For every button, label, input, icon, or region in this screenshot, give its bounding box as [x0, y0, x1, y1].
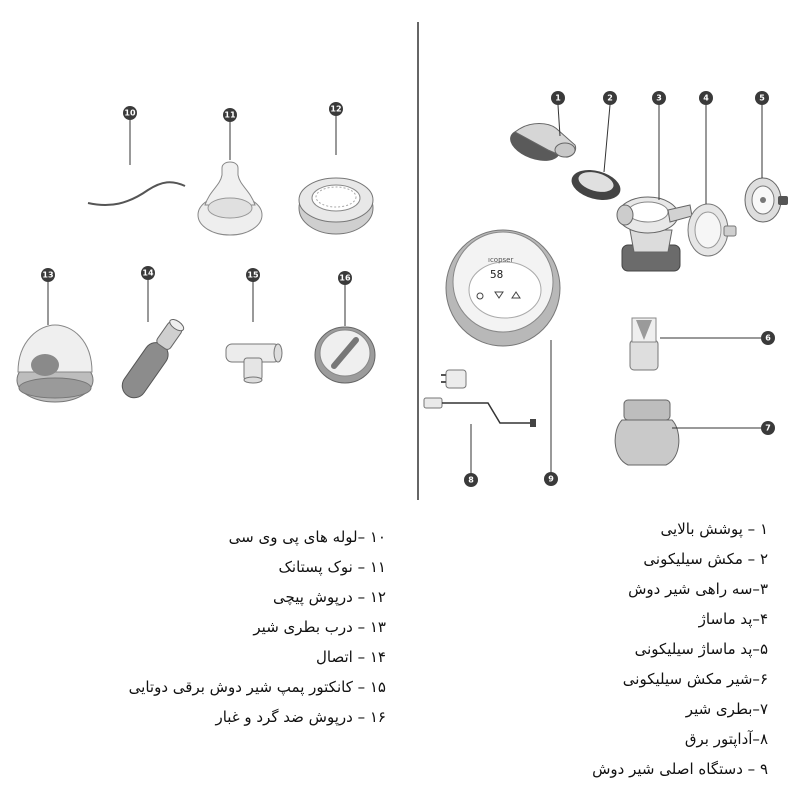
- svg-text:9: 9: [548, 474, 554, 484]
- callout-12: [329, 102, 343, 116]
- svg-text:2: 2: [607, 93, 613, 103]
- callout-3: [652, 91, 666, 105]
- svg-text:12: 12: [330, 104, 342, 114]
- part-pvc-tube: [88, 182, 185, 205]
- part-silicone-diaphragm: [568, 165, 624, 205]
- part-top-cover: [506, 123, 576, 167]
- svg-text:8: 8: [468, 475, 474, 485]
- part-main-unit: [446, 230, 560, 346]
- callout-15: [246, 268, 260, 282]
- svg-text:10: 10: [124, 108, 136, 118]
- svg-text:14: 14: [142, 268, 154, 278]
- callout-16: [338, 271, 352, 285]
- svg-text:7: 7: [765, 423, 771, 433]
- legend-item-16: ۱۶ – درپوش ضد گرد و غبار: [215, 708, 386, 726]
- legend-item-2: ۲ – مکش سیلیکونی: [643, 550, 768, 568]
- part-t-connector: [226, 344, 282, 383]
- legend-item-4: ۴–پد ماساژ: [698, 610, 768, 628]
- callout-7: [761, 421, 775, 435]
- part-dust-cap: [315, 327, 375, 383]
- part-bottle-lid: [17, 325, 93, 402]
- part-silicone-massage-pad: [745, 178, 788, 222]
- callout-6: [761, 331, 775, 345]
- legend-item-12: ۱۲ – درپوش پیچی: [273, 588, 386, 606]
- part-nipple: [198, 162, 262, 235]
- callout-2: [603, 91, 617, 105]
- legend-item-11: ۱۱ – نوک پستانک: [278, 558, 386, 576]
- legend-left: [129, 522, 386, 732]
- part-milk-bottle: [615, 400, 679, 465]
- device-screen-value: 58: [490, 268, 504, 281]
- svg-text:5: 5: [759, 93, 765, 103]
- callout-14: [141, 266, 155, 280]
- callout-4: [699, 91, 713, 105]
- part-massage-pad: [688, 204, 736, 256]
- legend-item-9: ۹ – دستگاه اصلی شیر دوش: [592, 760, 768, 778]
- legend-item-6: ۶–شیر مکش سیلیکونی: [622, 670, 768, 688]
- legend-item-14: ۱۴ – اتصال: [316, 648, 386, 666]
- callout-10: [123, 106, 137, 120]
- legend-item-3: ۳–سه راهی شیر دوش: [628, 580, 768, 598]
- part-silicone-valve: [630, 318, 658, 370]
- legend-item-8: ۸–آداپتور برق: [684, 730, 768, 748]
- svg-text:16: 16: [339, 273, 351, 283]
- svg-text:4: 4: [703, 93, 709, 103]
- legend-item-5: ۵–پد ماساژ سیلیکونی: [634, 640, 768, 658]
- part-three-way-body: [617, 197, 692, 271]
- device-brand: ıcopser: [488, 256, 514, 264]
- legend-item-1: ۱ – پوشش بالایی: [660, 520, 768, 538]
- part-power-adapter: [424, 370, 536, 427]
- callout-11: [223, 108, 237, 122]
- legend-item-13: ۱۳ – درب بطری شیر: [253, 618, 386, 636]
- svg-text:3: 3: [656, 93, 662, 103]
- callout-8: [464, 473, 478, 487]
- svg-text:1: 1: [555, 93, 561, 103]
- legend-right: [592, 514, 768, 784]
- callout-1: [551, 91, 565, 105]
- svg-text:6: 6: [765, 333, 771, 343]
- callout-9: [544, 472, 558, 486]
- part-screw-cap: [299, 178, 373, 234]
- callout-5: [755, 91, 769, 105]
- svg-text:15: 15: [247, 270, 259, 280]
- part-connector: [118, 315, 189, 402]
- svg-text:13: 13: [42, 270, 54, 280]
- svg-text:11: 11: [224, 110, 236, 120]
- legend-item-10: ۱۰ –لوله های پی وی سی: [228, 528, 386, 546]
- legend-item-15: ۱۵ – کانکتور پمپ شیر دوش برقی دوتایی: [128, 678, 386, 696]
- callout-13: [41, 268, 55, 282]
- legend-item-7: ۷–بطری شیر: [685, 700, 768, 718]
